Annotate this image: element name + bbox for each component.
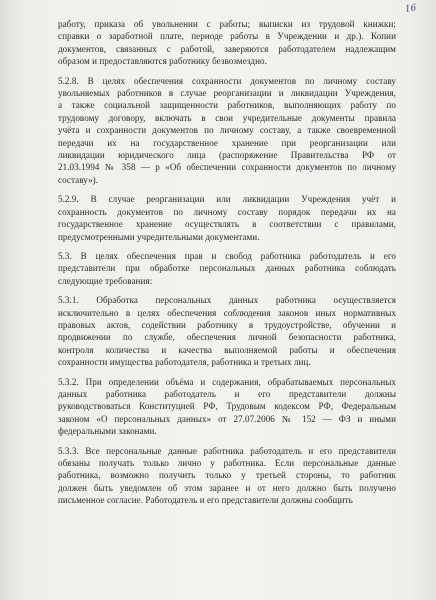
text-line: 5.3. В целях обеспечения прав и свобод работника работодатель и его [58,250,396,261]
paragraph-p-531 [58,294,396,368]
text-line: а также социальной защищенности работников, выполняющих работу по [58,100,396,111]
text-line: сохранность документов по личному составу порядок передачи их на [58,206,396,217]
text-line: должен быть уведомлен об этом заранее и от него должно быть получено [58,482,396,493]
text-line: руководствоваться Конституцией РФ, Трудовым кодексом РФ, Федеральным [58,401,396,412]
text-line: правовых актов, содействии работнику в трудоустройстве, обучении и [58,319,396,330]
text-line: передачи их на государственное хранение при реорганизации или [58,137,396,148]
text-line: 21.03.1994 № 358 — р «Об обеспечении сохранности документов по личному [58,162,396,173]
paragraph-p-cont [58,18,396,68]
text-line: увольняемых работников в случае реорганизации и ликвидации Учреждения, [58,88,396,99]
text-line: обязаны получать только лично у работника. Если персональные данные [58,458,396,468]
page-number: 16 [403,3,417,15]
text-line: ликвидации юридического лица (распоряжение Правительства РФ от [58,150,396,161]
text-line: трудовому договору, включать в свои учредительные документы правила [58,112,396,123]
text-line: законом «О персональных данных» от 27.07.2006 № 152 — ФЗ и иными [58,413,396,424]
text-line: государственное хранение осуществлять в соответствии с правилами, [58,219,396,230]
paragraph-p-533 [58,445,396,507]
document-body [58,18,396,514]
text-line: следующие требования: [58,275,153,286]
text-line: учёта и сохранности документов по личному составу, а также своевременной [58,125,396,136]
text-line: 5.3.1. Обработка персональных данных работника осуществляется [58,295,396,306]
text-line: работу, приказа об увольнении с работы; выписки из трудовой книжки; [58,19,396,29]
text-line: 5.2.8. В целях обеспечения сохранности документов по личному составу [58,75,396,86]
text-line: составу»). [58,174,99,185]
text-line: письменное согласие. Работодатель и его представители должны сообщить [58,495,353,506]
paragraph-p-528 [58,75,396,187]
paragraph-p-529 [58,193,396,243]
paragraph-p-53 [58,250,396,287]
text-line: сохранности имущества работодателя, работника и третьих лиц. [58,357,311,368]
text-line: 5.3.3. Все персональные данные работника работодатель и его представители [58,445,396,456]
paragraph-p-532 [58,376,396,438]
text-line: федеральными законами. [58,426,157,437]
text-line: 5.3.2. При определении объёма и содержания, обрабатываемых персональных [58,376,396,387]
text-line: документов, связанных с работой, заверяются работодателем надлежащим [58,43,396,54]
text-line: образом и предоставляются работнику безвозмездно. [58,56,267,67]
text-line: исключительно в целях обеспечения соблюдения законов иных нормативных [58,307,396,318]
text-line: работника, возможно получить только у третьей стороны, то работник [58,470,396,481]
text-line: продвижении по службе, обеспечения личной безопасности работника, [58,332,396,343]
text-line: предусмотренными учредительными документами. [58,231,260,242]
text-line: контроля количества и качества выполняемой работы и обеспечения [58,344,396,355]
text-line: 5.2.9. В случае реорганизации или ликвидации Учреждения учёт и [58,194,396,205]
text-line: справки о заработной плате, периоде работы в Учреждении и др.). Копии [58,31,396,42]
text-line: данных работника работодатель и его представители должны [58,388,396,399]
text-line: представители при обработке персональных данных работника соблюдать [58,263,396,274]
